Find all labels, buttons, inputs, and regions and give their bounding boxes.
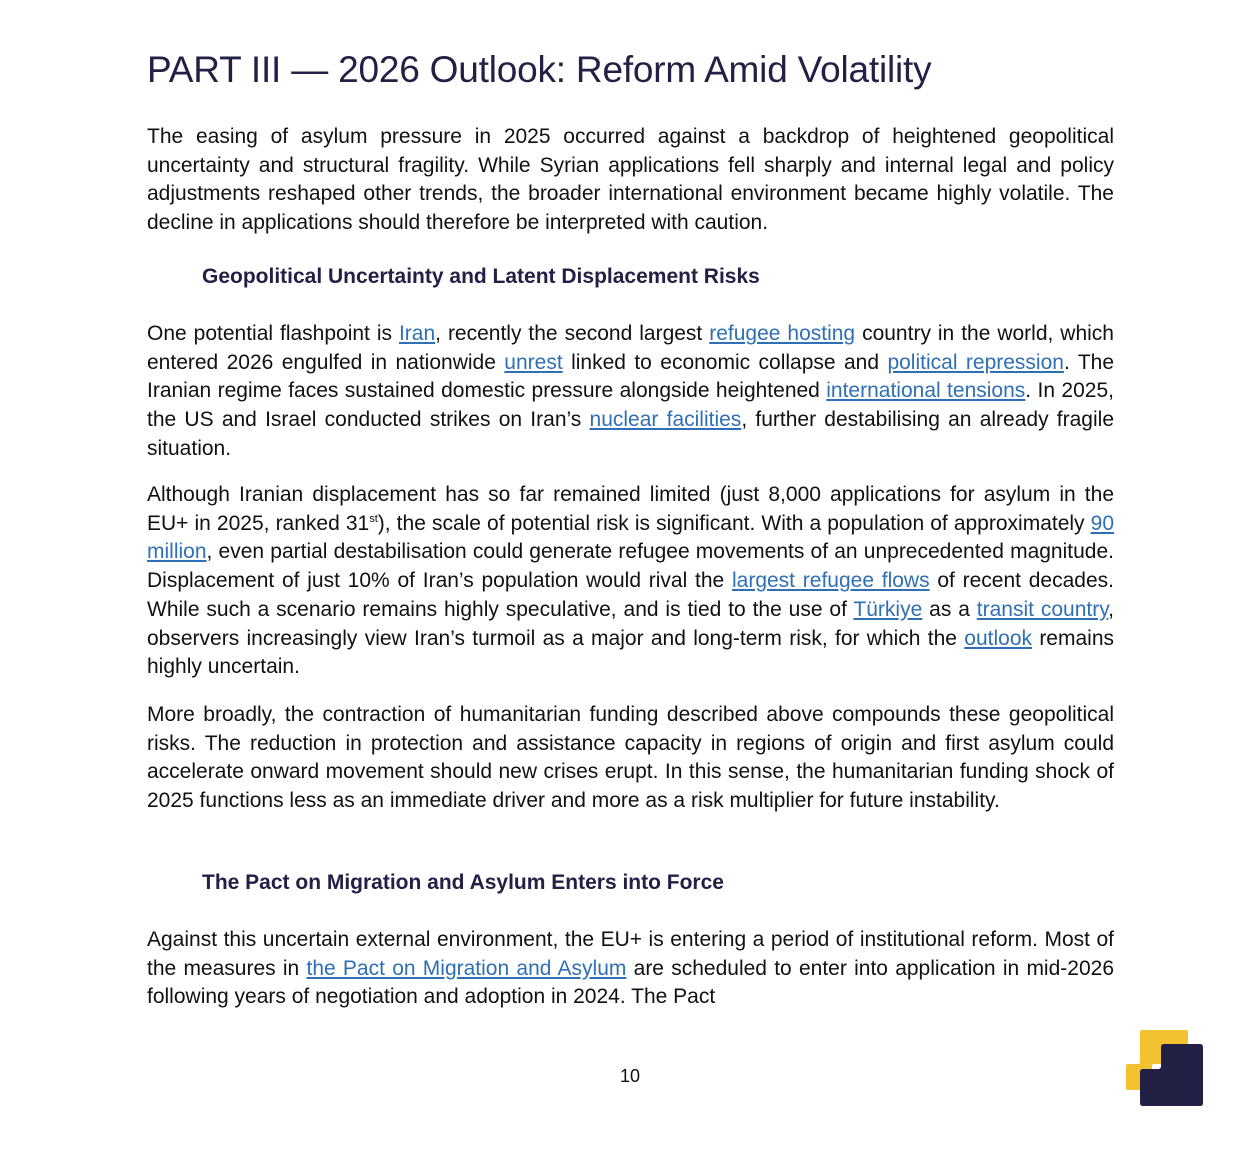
text-run: of recent decades. While such a scenario remains highly speculative, and is tied to the use of: [147, 569, 1114, 621]
text-run: as a: [922, 597, 977, 621]
link-pact-on-migration[interactable]: the Pact on Migration and Asylum: [306, 956, 627, 980]
text-run: , further destabilising an already fragile situation.: [147, 408, 1114, 460]
link-outlook[interactable]: outlook: [964, 626, 1033, 650]
ordinal-superscript: st: [369, 512, 378, 525]
text-run: Although Iranian displacement has so far remained limited (just 8,000 applications for asylum in the EU+ in 2025, ranked 31: [147, 483, 1114, 535]
link-turkiye[interactable]: Türkiye: [853, 597, 923, 621]
link-90-million[interactable]: 90 million: [147, 511, 1114, 564]
text-run: , even partial destabilisation could generate refugee movements of an unprecedented magnitude. Displacement of just 10% of Iran’s population would rival the: [147, 540, 1114, 593]
link-transit-country[interactable]: transit country: [976, 597, 1109, 621]
section-heading-geopolitical: Geopolitical Uncertainty and Latent Displacement Risks: [202, 265, 760, 288]
link-largest-refugee-flows[interactable]: largest refugee flows: [731, 569, 930, 593]
text-run: Against this uncertain external environment, the EU+ is entering a period of institutional reform. Most of the measures in: [147, 928, 1114, 980]
text-run: country in the world, which entered 2026 engulfed in nationwide: [147, 322, 1114, 374]
link-iran[interactable]: Iran: [398, 322, 436, 345]
intro-paragraph: The easing of asylum pressure in 2025 occurred against a backdrop of heightened geopolitical uncertainty and structural fragility. While Syrian applications fell sharply and internal legal and policy adjustments reshaped other trends, the broader international environment became highly volatile. The decline in applications should therefore be interpreted with caution.: [147, 125, 1114, 235]
brand-logo-icon: [1124, 1028, 1204, 1108]
humanitarian-funding-paragraph: More broadly, the contraction of humanitarian funding described above compounds these geopolitical risks. The reduction in protection and assistance capacity in regions of origin and first asylum could accelerate onward movement should new crises erupt. In this sense, the humanitarian funding shock of 2025 functions less as an immediate driver and more as a risk multiplier for future instability.: [147, 703, 1114, 813]
text-run: are scheduled to enter into application in mid-2026 following years of negotiation and adoption in 2024. The Pact: [147, 956, 1114, 1009]
text-run: . In 2025, the US and Israel conducted strikes on Iran’s: [147, 379, 1114, 432]
link-unrest[interactable]: unrest: [504, 350, 563, 374]
text-run: One potential flashpoint is: [147, 322, 399, 345]
text-run: linked to economic collapse and: [562, 350, 888, 374]
text-run: . The Iranian regime faces sustained domestic pressure alongside heightened: [147, 350, 1114, 403]
iran-flashpoint-paragraph: [147, 320, 1114, 464]
text-run: remains highly uncertain.: [147, 626, 1115, 679]
link-refugee-hosting[interactable]: refugee hosting: [709, 322, 856, 345]
link-political-repression[interactable]: political repression: [887, 350, 1064, 374]
text-run: , recently the second largest: [435, 322, 710, 345]
section-heading-pact: The Pact on Migration and Asylum Enters into Force: [202, 871, 724, 894]
text-run: ), the scale of potential risk is significant. With a population of approximately: [377, 511, 1091, 535]
pact-paragraph: [147, 926, 1114, 1012]
link-international-tensions[interactable]: international tensions: [826, 379, 1026, 403]
page-number: 10: [619, 1066, 641, 1086]
link-nuclear-facilities[interactable]: nuclear facilities: [589, 408, 742, 432]
page-title: PART III — 2026 Outlook: Reform Amid Volatility: [147, 49, 932, 90]
text-run: , observers increasingly view Iran’s turmoil as a major and long-term risk, for which the: [147, 597, 1114, 650]
iranian-displacement-paragraph: [147, 481, 1114, 682]
